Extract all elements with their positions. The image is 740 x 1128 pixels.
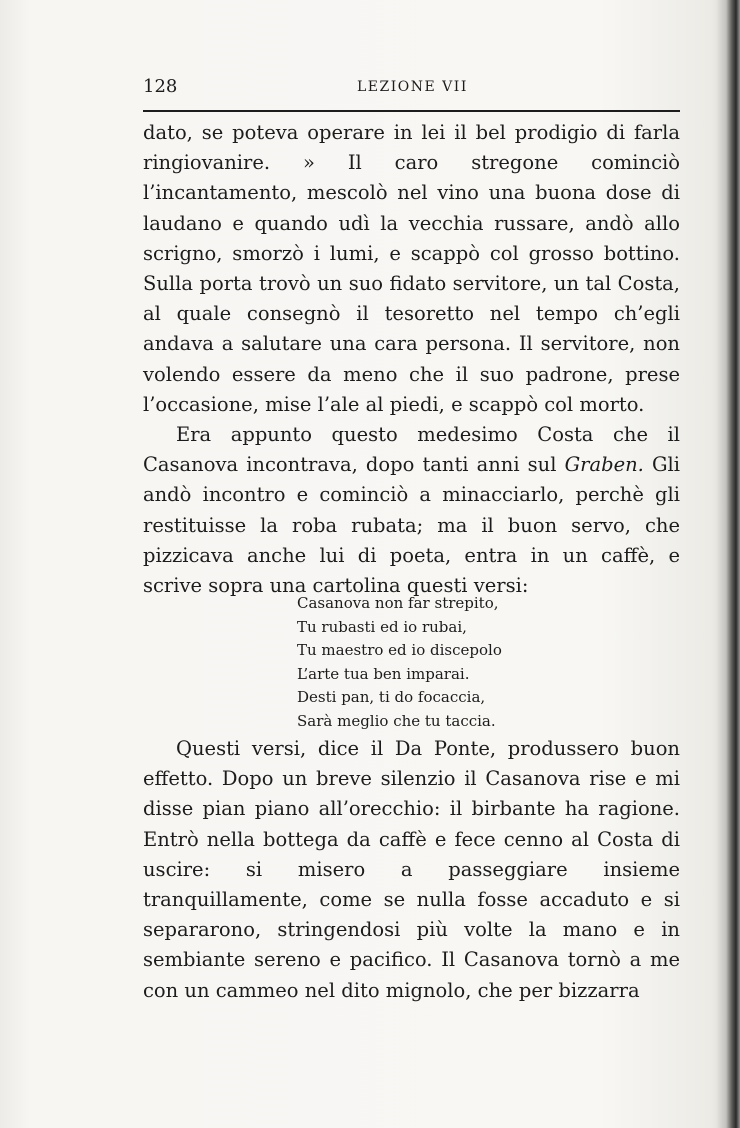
running-head: LEZIONE VII xyxy=(357,79,468,95)
poem-line: Desti pan, ti do focaccia, xyxy=(297,688,486,707)
text-block-lower xyxy=(143,734,680,1006)
text-block-upper xyxy=(143,118,680,601)
page-binding-edge xyxy=(716,0,740,1128)
poem-line: Tu maestro ed io discepolo xyxy=(297,641,502,660)
poem-line: L’arte tua ben imparai. xyxy=(297,664,470,683)
italic-term-graben: Graben. xyxy=(564,453,644,477)
paragraph-2-text-start: Era appunto questo medesimo Costa che il Casanova incontrava, dopo tanti anni sul xyxy=(143,423,680,477)
page-number: 128 xyxy=(143,76,178,97)
paragraph-1: dato, se poteva operare in lei il bel prodigio di farla ringiovanire. » Il caro stregone cominciò l’incantamento, mescolò nel vino una buona dose di laudano e quando udì la vecchia russare, andò allo scrigno, smorzò i lumi, e scappò col grosso bottino. Sulla porta trovò un suo fidato servitore, un tal Costa, al quale consegnò il tesoretto nel tempo ch’egli andava a salutare una cara persona. Il servitore, non volendo essere da meno che il suo padrone, prese l’occasione, mise l’ale al piedi, e scappò col morto. xyxy=(143,121,680,416)
page-header xyxy=(143,74,680,98)
poem-line: Sarà meglio che tu taccia. xyxy=(297,711,496,730)
poem-line: Casanova non far strepito, xyxy=(297,594,499,612)
poem-line: Tu rubasti ed io rubai, xyxy=(297,617,467,636)
header-rule xyxy=(143,110,680,112)
paragraph-2-text-end: Gli andò incontro e cominciò a minacciarlo, perchè gli restituisse la roba rubata; ma il buon servo, che pizzicava anche lui di poeta, entra in un caffè, e scrive sopra una cartolina questi versi: xyxy=(143,453,681,598)
paragraph-3: Questi versi, dice il Da Ponte, produssero buon effetto. Dopo un breve silenzio il Casanova rise e mi disse pian piano all’orecchio: il birbante ha ragione. Entrò nella bottega da caffè e fece cenno al Costa di uscire: si misero a passeggiare insieme tranquillamente, come se nulla fosse accaduto e si separarono, stringendosi più volte la mano e in sembiante sereno e pacifico. Il Casanova tornò a me con un cammeo nel dito mignolo, che per bizzarra xyxy=(143,737,680,1002)
poem-block xyxy=(297,592,502,734)
paragraph-2 xyxy=(143,420,680,601)
